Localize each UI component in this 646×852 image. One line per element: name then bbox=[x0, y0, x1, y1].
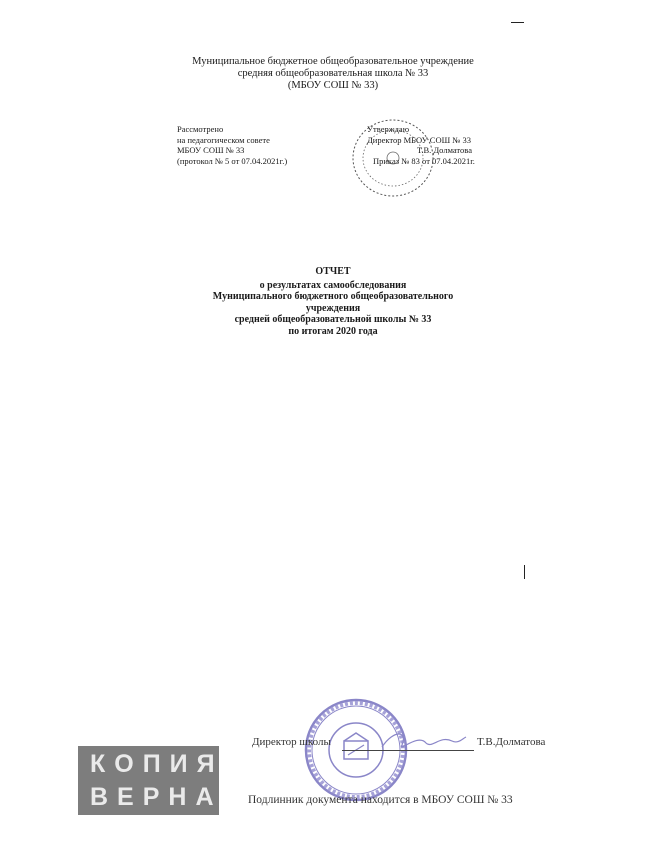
copy-stamp-line-2: ВЕРНА bbox=[90, 783, 223, 811]
approval-left-line-2: на педагогическом совете bbox=[177, 134, 270, 145]
approval-right-line-4: Приказ № 83 от 07.04.2021г. bbox=[373, 155, 475, 166]
original-location-note: Подлинник документа находится в МБОУ СОШ № 33 bbox=[248, 794, 513, 806]
scan-line bbox=[524, 565, 525, 579]
report-title-line-3: Муниципального бюджетного общеобразовательного bbox=[212, 291, 454, 302]
scan-mark bbox=[511, 22, 524, 23]
approval-left bbox=[177, 124, 287, 166]
document-header bbox=[10, 56, 646, 92]
header-line-2: средняя общеобразовательная школа № 33 bbox=[237, 68, 429, 79]
director-name: Т.В.Долматова bbox=[477, 736, 546, 748]
report-title-line-2: о результатах самообследования bbox=[259, 279, 407, 291]
approval-right bbox=[367, 124, 475, 166]
report-title-line-6: по итогам 2020 года bbox=[288, 325, 378, 337]
header-line-3: (МБОУ СОШ № 33) bbox=[287, 80, 379, 91]
approval-left-line-4: (протокол № 5 от 07.04.2021г.) bbox=[177, 155, 288, 166]
copy-stamp-line-1: КОПИЯ bbox=[90, 750, 224, 778]
report-title-line-5: средней общеобразовательной школы № 33 bbox=[234, 314, 432, 325]
approval-right-line-3: Т.В. Долматова bbox=[417, 145, 472, 155]
approval-right-line-1: Утверждаю bbox=[367, 124, 410, 134]
report-title bbox=[10, 266, 646, 337]
director-label: Директор школы bbox=[252, 736, 331, 748]
approval-left-line-1: Рассмотрено bbox=[177, 124, 224, 134]
approval-right-line-2: Директор МБОУ СОШ № 33 bbox=[367, 134, 472, 145]
signature-underline bbox=[342, 750, 474, 751]
copy-certified-stamp bbox=[78, 746, 224, 815]
signature-scribble bbox=[378, 725, 468, 757]
report-title-line-4: учреждения bbox=[305, 302, 361, 314]
report-title-line-1: ОТЧЕТ bbox=[315, 266, 351, 277]
header-line-1: Муниципальное бюджетное общеобразовательное учреждение bbox=[192, 56, 474, 67]
approval-left-line-3: МБОУ СОШ № 33 bbox=[177, 145, 245, 155]
